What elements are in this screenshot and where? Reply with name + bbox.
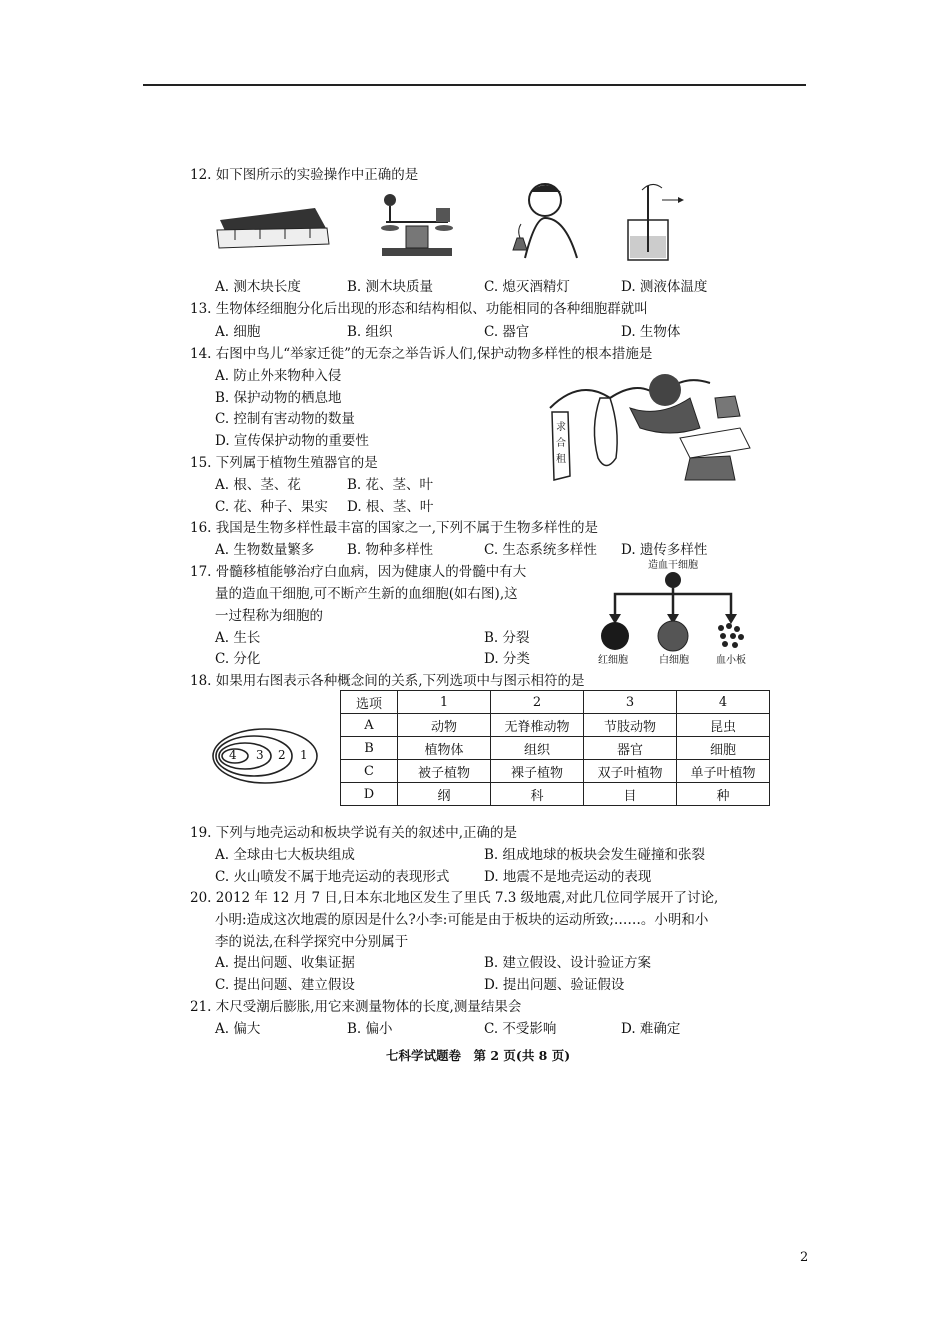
q14-option-c: C. 控制有害动物的数量 (215, 411, 355, 427)
table-row (341, 737, 770, 760)
q15-option-c: C. 花、种子、果实 (215, 499, 328, 515)
table-row (341, 783, 770, 806)
blowing-lamp-illustration (505, 178, 585, 268)
q20-option-d: D. 提出问题、验证假设 (484, 977, 625, 993)
table-cell: 被子植物 (398, 760, 491, 783)
q12-option-d: D. 测液体温度 (621, 279, 708, 295)
table-cell: A (341, 714, 398, 737)
q13-option-a: A. 细胞 (215, 324, 261, 340)
q15-option-a: A. 根、茎、花 (215, 477, 301, 493)
thermometer-beaker-illustration (622, 180, 692, 265)
q17-option-c: C. 分化 (215, 651, 261, 667)
table-header-cell: 3 (584, 691, 677, 714)
table-cell: 器官 (584, 737, 677, 760)
q17-stem-line1: 17. 骨髓移植能够治疗白血病，因为健康人的骨髓中有大 (190, 564, 527, 580)
table-header-cell: 1 (398, 691, 491, 714)
table-cell: B (341, 737, 398, 760)
q20-option-a: A. 提出问题、收集证据 (215, 955, 355, 971)
q17-option-a: A. 生长 (215, 630, 261, 646)
q19-option-d: D. 地震不是地壳运动的表现 (484, 869, 652, 885)
balance-illustration (378, 188, 458, 263)
q21-stem: 21. 木尺受潮后膨胀,用它来测量物体的长度,测量结果会 (190, 999, 522, 1015)
table-cell: 无脊椎动物 (491, 714, 584, 737)
q16-option-c: C. 生态系统多样性 (484, 542, 597, 558)
q12-stem: 12. 如下图所示的实验操作中正确的是 (190, 167, 419, 183)
table-cell: 节肢动物 (584, 714, 677, 737)
stem-cell-label: 造血干细胞 (648, 560, 698, 571)
q21-option-b: B. 偏小 (347, 1021, 393, 1037)
table-header-cell: 选项 (341, 691, 398, 714)
q17-stem-line2: 量的造血干细胞,可不断产生新的血细胞(如右图),这 (215, 586, 518, 602)
q19-option-b: B. 组成地球的板块会发生碰撞和张裂 (484, 847, 706, 863)
svg-text:租: 租 (556, 454, 566, 465)
table-cell: 植物体 (398, 737, 491, 760)
platelet-label: 血小板 (716, 655, 746, 666)
q20-stem-line3: 李的说法,在科学探究中分别属于 (215, 934, 409, 950)
q16-option-b: B. 物种多样性 (347, 542, 434, 558)
circle-label-1: 1 (300, 748, 308, 762)
nested-ellipses-diagram (210, 726, 325, 786)
q15-stem: 15. 下列属于植物生殖器官的是 (190, 455, 378, 471)
table-row (341, 760, 770, 783)
table-cell: D (341, 783, 398, 806)
q13-stem: 13. 生物体经细胞分化后出现的形态和结构相似、功能相同的各种细胞群就叫 (190, 301, 648, 317)
page-footer: 七科学试题卷 第 2 页(共 8 页) (386, 1048, 571, 1063)
q14-option-a: A. 防止外来物种入侵 (215, 368, 342, 384)
table-cell: 双子叶植物 (584, 760, 677, 783)
stem-cell-diagram (595, 570, 755, 655)
q15-option-d: D. 根、茎、叶 (347, 499, 434, 515)
q13-option-d: D. 生物体 (621, 324, 681, 340)
table-header-cell: 2 (491, 691, 584, 714)
q20-option-b: B. 建立假设、设计验证方案 (484, 955, 652, 971)
ruler-block-illustration (215, 200, 335, 260)
q12-option-a: A. 测木块长度 (215, 279, 301, 295)
q13-option-c: C. 器官 (484, 324, 530, 340)
q20-option-c: C. 提出问题、建立假设 (215, 977, 355, 993)
circle-label-2: 2 (278, 748, 286, 762)
table-cell: C (341, 760, 398, 783)
migrating-birds-cartoon (540, 368, 765, 483)
q19-option-c: C. 火山喷发不属于地壳运动的表现形式 (215, 869, 450, 885)
svg-text:求: 求 (556, 422, 566, 433)
q12-option-c: C. 熄灭酒精灯 (484, 279, 570, 295)
q18-table (340, 690, 770, 806)
q17-stem-line3: 一过程称为细胞的 (215, 608, 323, 624)
q17-option-b: B. 分裂 (484, 630, 530, 646)
table-cell: 单子叶植物 (677, 760, 770, 783)
q14-option-d: D. 宣传保护动物的重要性 (215, 433, 369, 449)
table-cell: 目 (584, 783, 677, 806)
table-cell: 纲 (398, 783, 491, 806)
page-number: 2 (800, 1250, 809, 1265)
table-cell: 动物 (398, 714, 491, 737)
q13-option-b: B. 组织 (347, 324, 393, 340)
q21-option-c: C. 不受影响 (484, 1021, 557, 1037)
q20-stem-line1: 20. 2012 年 12 月 7 日,日本东北地区发生了里氏 7.3 级地震,对此几位同学展开了讨论, (190, 890, 719, 906)
table-cell: 裸子植物 (491, 760, 584, 783)
q16-option-d: D. 遗传多样性 (621, 542, 708, 558)
table-cell: 组织 (491, 737, 584, 760)
table-row (341, 714, 770, 737)
svg-text:合: 合 (556, 438, 566, 449)
q21-option-a: A. 偏大 (215, 1021, 261, 1037)
table-cell: 科 (491, 783, 584, 806)
q16-option-a: A. 生物数量繁多 (215, 542, 315, 558)
q20-stem-line2: 小明:造成这次地震的原因是什么?小李:可能是由于板块的运动所致;……。小明和小 (215, 912, 709, 928)
table-cell: 种 (677, 783, 770, 806)
q18-stem: 18. 如果用右图表示各种概念间的关系,下列选项中与图示相符的是 (190, 673, 585, 689)
red-cell-label: 红细胞 (598, 655, 628, 666)
q21-option-d: D. 难确定 (621, 1021, 681, 1037)
white-cell-label: 白细胞 (659, 655, 689, 666)
header-rule (143, 84, 806, 86)
table-cell: 细胞 (677, 737, 770, 760)
q19-stem: 19. 下列与地壳运动和板块学说有关的叙述中,正确的是 (190, 825, 518, 841)
q19-option-a: A. 全球由七大板块组成 (215, 847, 355, 863)
circle-label-3: 3 (256, 748, 264, 762)
q14-option-b: B. 保护动物的栖息地 (215, 390, 342, 406)
q16-stem: 16. 我国是生物多样性最丰富的国家之一,下列不属于生物多样性的是 (190, 520, 599, 536)
table-cell: 昆虫 (677, 714, 770, 737)
circle-label-4: 4 (229, 748, 237, 762)
q12-option-b: B. 测木块质量 (347, 279, 434, 295)
table-header-row (341, 691, 770, 714)
q17-option-d: D. 分类 (484, 651, 530, 667)
q14-stem: 14. 右图中鸟儿“举家迁徙”的无奈之举告诉人们,保护动物多样性的根本措施是 (190, 346, 653, 362)
q15-option-b: B. 花、茎、叶 (347, 477, 434, 493)
table-header-cell: 4 (677, 691, 770, 714)
